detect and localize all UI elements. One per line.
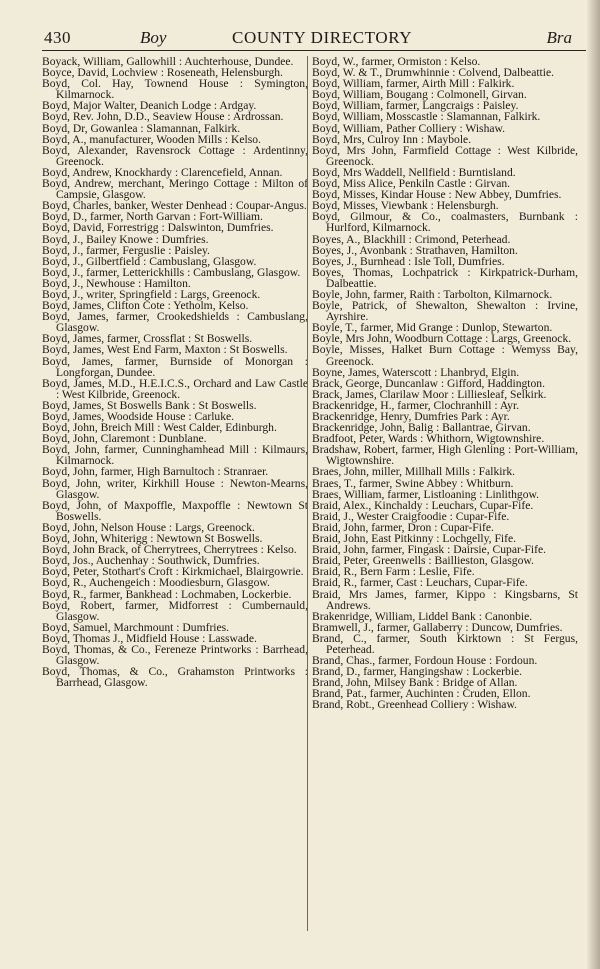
- directory-entry: Boyd, John, Claremont : Dunblane.: [42, 432, 207, 446]
- directory-entry: Boyd, J., farmer, Ferguslie : Paisley.: [42, 243, 210, 257]
- page-number: 430: [44, 28, 71, 47]
- directory-entry: Boyd, William, Mosscastle : Slamannan, Falkirk.: [312, 110, 541, 124]
- directory-entry: Boyd, Robert, farmer, Midforrest : Cumbernauld, Glasgow.: [42, 598, 308, 623]
- column-divider: [307, 56, 308, 931]
- directory-entry: Boyes, J., Avonbank : Strathaven, Hamilton.: [312, 243, 518, 257]
- directory-entry: Boyd, J., Newhouse : Hamilton.: [42, 276, 191, 290]
- directory-entry: Boyd, John Brack, of Cherrytrees, Cherrytrees : Kelso.: [42, 543, 297, 557]
- directory-entry: Boyd, William, Bougang : Colmonell, Girvan.: [312, 88, 527, 102]
- directory-entry: Boyce, David, Lochview : Roseneath, Helensburgh.: [42, 66, 283, 80]
- directory-entry: Boyack, William, Gallowhill : Auchterhouse, Dundee.: [42, 55, 294, 68]
- directory-entry: Boyes, Thomas, Lochpatrick : Kirkpatrick-Durham, Dalbeattie.: [312, 265, 578, 290]
- directory-entry: Boyle, Patrick, of Shewalton, Shewalton : Irvine, Ayrshire.: [312, 299, 578, 324]
- directory-entry: Boyd, David, Forrestrigg : Dalswinton, Dumfries.: [42, 221, 274, 235]
- directory-entry: Boyd, Samuel, Marchmount : Dumfries.: [42, 620, 230, 634]
- directory-entry: Boyd, Alexander, Ravensrock Cottage : Ardentinny, Greenock.: [42, 143, 308, 168]
- directory-entry: Brack, James, Clarilaw Moor : Lilliesleaf, Selkirk.: [312, 387, 547, 401]
- directory-entry: Boyd, Thomas J., Midfield House : Lasswade.: [42, 631, 257, 645]
- directory-entry: Brakenridge, William, Liddel Bank : Canonbie.: [312, 609, 533, 623]
- directory-entry: Boyd, James, Woodside House : Carluke.: [42, 410, 235, 423]
- directory-entry: Boyd, John, of Maxpoffle, Maxpoffle : Newtown St Boswells.: [42, 498, 308, 523]
- page-spine-shadow: [586, 0, 600, 969]
- directory-entry: Boyd, Gilmour, & Co., coalmasters, Burnbank : Hurlford, Kilmarnock.: [312, 210, 578, 235]
- keyword-right: Bra: [546, 28, 572, 47]
- directory-entry: Boyd, W. & T., Drumwhinnie : Colvend, Dalbeattie.: [312, 66, 555, 80]
- directory-entry: Boyd, Thomas, & Co., Grahamston Printworks : Barrhead, Glasgow.: [42, 665, 308, 690]
- directory-entry: Braid, Mrs James, farmer, Kippo : Kingsbarns, St Andrews.: [312, 587, 578, 612]
- directory-entry: Boyd, William, farmer, Airth Mill : Falkirk.: [312, 77, 515, 91]
- directory-entry: Boyle, Mrs John, Woodburn Cottage : Largs, Greenock.: [312, 332, 572, 346]
- directory-entry: Bradshaw, Robert, farmer, High Glenling : Port-William, Wigtownshire.: [312, 443, 578, 468]
- directory-entry: Boyd, J., Gilbertfield : Cambuslang, Glasgow.: [42, 254, 257, 268]
- directory-entry: Boyd, Misses, Kindar House : New Abbey, Dumfries.: [312, 188, 562, 202]
- directory-entry: Brackenridge, Henry, Dumfries Park : Ayr.: [312, 410, 510, 423]
- directory-entry: Bramwell, J., farmer, Gallaberry : Duncow, Dumfries.: [312, 620, 563, 634]
- directory-entry: Boyd, James, St Boswells Bank : St Boswells.: [42, 398, 257, 412]
- directory-entry: Boyd, Miss Alice, Penkiln Castle : Girvan.: [312, 177, 511, 191]
- header-rule: [42, 50, 586, 51]
- directory-entry: Boyd, R., farmer, Bankhead : Lochmaben, Lockerbie.: [42, 587, 292, 601]
- directory-entry: Boyd, Mrs Waddell, Nellfield : Burntisland.: [312, 165, 516, 179]
- directory-entry: Braid, R., Bern Farm : Leslie, Fife.: [312, 565, 475, 579]
- directory-entry: Boyd, James, farmer, Crookedshields : Cambuslang, Glasgow.: [42, 310, 308, 335]
- directory-entry: Braid, John, farmer, Fingask : Dairsie, Cupar-Fife.: [312, 543, 547, 557]
- directory-entry: Boyd, Major Walter, Deanich Lodge : Ardgay.: [42, 99, 257, 113]
- directory-entry: Boyd, James, West End Farm, Maxton : St Boswells.: [42, 343, 288, 357]
- left-column: [42, 56, 308, 688]
- directory-entry: Boyes, J., Burnhead : Isle Toll, Dumfries.: [312, 254, 505, 268]
- directory-entry: Braid, John, farmer, Dron : Cupar-Fife.: [312, 520, 494, 534]
- directory-entry: Boyd, R., Auchengeich : Moodiesburn, Glasgow.: [42, 576, 270, 590]
- directory-entry: Boyd, Rev. John, D.D., Seaview House : Ardrossan.: [42, 110, 284, 124]
- directory-entry: Boyd, J., writer, Springfield : Largs, Greenock.: [42, 287, 261, 301]
- directory-entry: Boyd, Andrew, merchant, Meringo Cottage : Milton of Campsie, Glasgow.: [42, 177, 308, 202]
- directory-entry: Braes, John, miller, Millhall Mills : Falkirk.: [312, 465, 516, 479]
- directory-entry: Brand, C., farmer, South Kirktown : St Fergus, Peterhead.: [312, 631, 578, 656]
- directory-entry: Boyd, J., farmer, Letterickhills : Cambuslang, Glasgow.: [42, 265, 301, 279]
- directory-entry: Boyd, A., manufacturer, Wooden Mills : Kelso.: [42, 132, 261, 146]
- keyword-left: Boy: [140, 28, 167, 47]
- directory-entry: Brand, D., farmer, Hangingshaw : Lockerbie.: [312, 665, 523, 679]
- directory-entry: Boyd, James, farmer, Burnside of Monorgan : Longforgan, Dundee.: [42, 354, 308, 379]
- directory-entry: Brackenridge, H., farmer, Clochranhill : Ayr.: [312, 398, 520, 412]
- directory-entry: Boyd, Peter, Stothart's Croft : Kirkmichael, Blairgowrie.: [42, 565, 304, 579]
- directory-entry: Boyd, J., Bailey Knowe : Dumfries.: [42, 232, 209, 246]
- directory-entry: Brack, George, Duncanlaw : Gifford, Haddington.: [312, 376, 545, 390]
- directory-entry: Braes, William, farmer, Listloaning : Linlithgow.: [312, 487, 540, 501]
- right-column: [312, 56, 578, 711]
- directory-entry: Boyd, Andrew, Knockhardy : Clarencefield, Annan.: [42, 165, 283, 179]
- directory-entry: Brand, Robt., Greenhead Colliery : Wishaw.: [312, 698, 517, 712]
- directory-entry: Boyd, Col. Hay, Townend House : Symington, Kilmarnock.: [42, 77, 308, 102]
- directory-entry: Boyd, Mrs, Culroy Inn : Maybole.: [312, 132, 472, 146]
- directory-entry: Boyd, John, Breich Mill : West Calder, Edinburgh.: [42, 421, 277, 435]
- directory-entry: Boyd, John, farmer, High Barnultoch : Stranraer.: [42, 465, 269, 479]
- directory-entry: Brand, Pat., farmer, Auchinten : Cruden, Ellon.: [312, 687, 531, 701]
- directory-entry: Braid, John, East Pitkinny : Lochgelly, Fife.: [312, 532, 517, 546]
- page-title: COUNTY DIRECTORY: [232, 28, 413, 47]
- directory-entry: Brackenridge, John, Balig : Ballantrae, Girvan.: [312, 421, 531, 435]
- directory-entry: Boyle, John, farmer, Raith : Tarbolton, Kilmarnock.: [312, 287, 553, 301]
- directory-entry: Boyd, James, Clifton Cote : Yetholm, Kelso.: [42, 299, 249, 313]
- directory-entry: Boyd, James, M.D., H.E.I.C.S., Orchard and Law Castle : West Kilbride, Greenock.: [42, 376, 308, 401]
- directory-entry: Bradfoot, Peter, Wards : Whithorn, Wigtownshire.: [312, 432, 545, 446]
- directory-entry: Boyne, James, Waterscott : Lhanbryd, Elgin.: [312, 365, 520, 379]
- page-header: [44, 28, 584, 50]
- directory-entry: Boyd, John, Whiterigg : Newtown St Boswells.: [42, 532, 263, 546]
- directory-entry: Boyd, Thomas, & Co., Fereneze Printworks : Barrhead, Glasgow.: [42, 642, 308, 668]
- directory-entry: Boyd, James, farmer, Crossflat : St Boswells.: [42, 332, 253, 346]
- directory-entry: Boyd, Charles, banker, Wester Denhead : Coupar-Angus.: [42, 199, 307, 213]
- directory-entry: Braid, Peter, Greenwells : Baillieston, Glasgow.: [312, 554, 534, 568]
- directory-entry: Braes, T., farmer, Swine Abbey : Whitburn.: [312, 476, 514, 490]
- directory-entry: Boyd, John, writer, Kirkhill House : Newton-Mearns, Glasgow.: [42, 476, 308, 501]
- directory-entry: Boyd, John, farmer, Cunninghamhead Mill : Kilmaurs, Kilmarnock.: [42, 443, 308, 468]
- directory-entry: Boyd, William, Pather Colliery : Wishaw.: [312, 121, 506, 135]
- directory-entry: Boyd, William, farmer, Langcraigs : Paisley.: [312, 99, 519, 113]
- directory-entry: Boyd, Misses, Viewbank : Helensburgh.: [312, 199, 499, 213]
- directory-entry: Brand, John, Milsey Bank : Bridge of Allan.: [312, 676, 518, 690]
- directory-entry: Boyd, W., farmer, Ormiston : Kelso.: [312, 55, 481, 68]
- directory-entry: Boyd, John, Nelson House : Largs, Greenock.: [42, 520, 255, 534]
- directory-entry: Boyle, Misses, Halket Burn Cottage : Wemyss Bay, Greenock.: [312, 343, 578, 368]
- directory-entry: Braid, Alex., Kinchaldy : Leuchars, Cupar-Fife.: [312, 498, 534, 512]
- directory-entry: Brand, Chas., farmer, Fordoun House : Fordoun.: [312, 654, 538, 668]
- directory-entry: Boyd, Mrs John, Farmfield Cottage : West Kilbride, Greenock.: [312, 143, 578, 168]
- directory-entry: Braid, J., Wester Craigfoodie : Cupar-Fife.: [312, 509, 510, 523]
- directory-entry: Boyd, D., farmer, North Garvan : Fort-William.: [42, 210, 263, 224]
- directory-entry: Boyes, A., Blackhill : Crimond, Peterhead.: [312, 232, 511, 246]
- directory-entry: Braid, R., farmer, Cast : Leuchars, Cupar-Fife.: [312, 576, 528, 590]
- directory-entry: Boyle, T., farmer, Mid Grange : Dunlop, Stewarton.: [312, 321, 553, 335]
- directory-entry: Boyd, Dr, Gowanlea : Slamannan, Falkirk.: [42, 121, 241, 135]
- directory-entry: Boyd, Jos., Auchenhay : Southwick, Dumfries.: [42, 554, 260, 568]
